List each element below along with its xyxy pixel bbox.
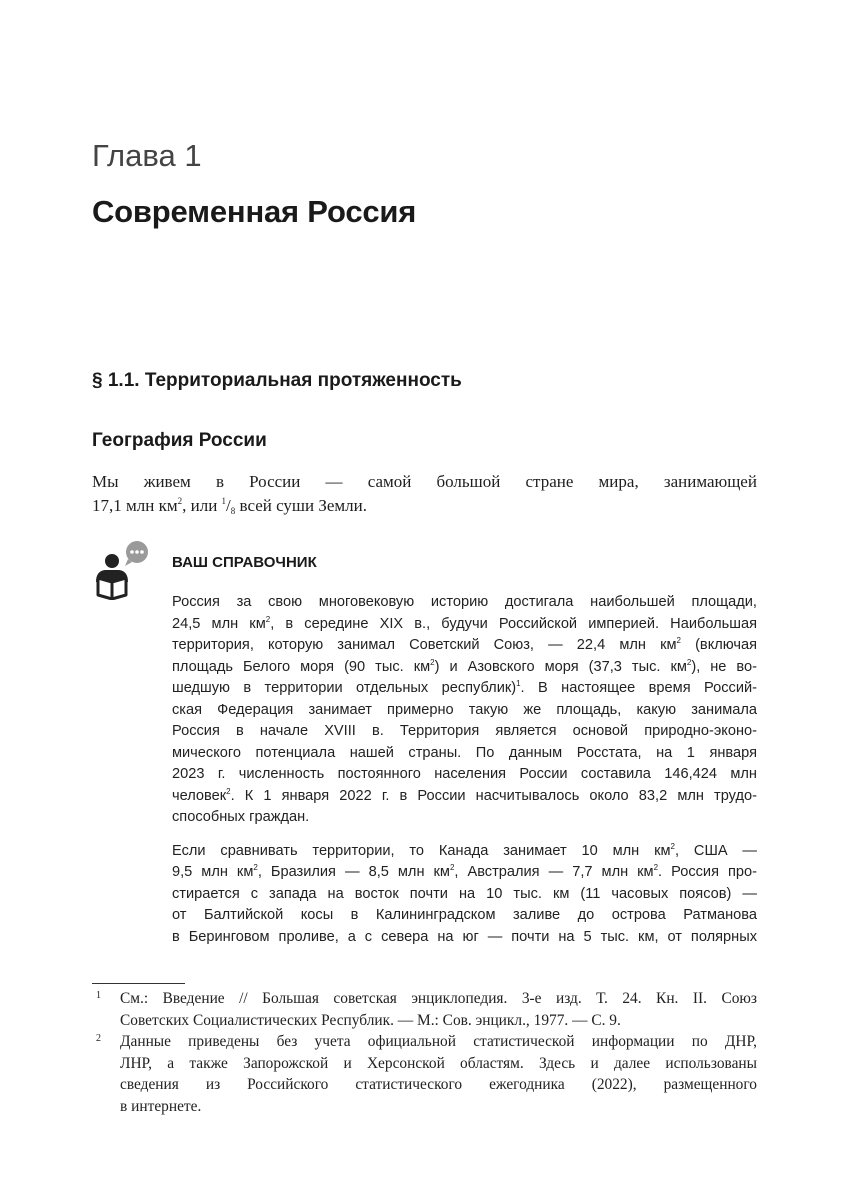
fraction-denominator: 8 [230,506,236,516]
footnote-line: Советских Социалистических Республик. — М.: Сов. энцикл., 1977. — С. 9. [120,1011,621,1029]
section-title: § 1.1. Территориальная протяженность [92,370,462,391]
text-fragment: , Австралия — 7,7 млн км [454,864,654,880]
text-line: от Балтийской косы в Калининградском заливе до острова Ратманова [172,907,757,923]
text-fragment: ) и Азовского моря (37,3 тыс. км [434,658,687,675]
text-line: ская Федерация занимает примерно такую же площадь, какую занимала [172,701,757,718]
intro-word: мира, [598,472,639,491]
text-line [172,678,757,700]
text-line: стирается с запада на восток почти на 10 тыс. км (11 часовых поясов) — [172,885,757,902]
superscript: 2 [430,657,435,667]
footnote [92,1031,757,1117]
superscript: 2 [676,636,681,645]
footnote-ref: 1 [516,679,521,688]
intro-text: 17,1 млн км [92,496,178,515]
intro-word: стране [525,472,574,491]
text-fragment: 24,5 млн км [172,615,266,632]
intro-word: — [325,472,343,491]
footnote-line: сведения из Российского статистического ежегодника (2022), размещенного [120,1076,757,1093]
text-fragment: (включая [680,637,758,653]
footnote-line: Данные приведены без учета официальной статистической информации по ДНР, [120,1033,757,1050]
text-line [172,841,757,863]
superscript: 2 [449,863,455,872]
text-fragment: . Россия про- [658,864,757,880]
text-line: в Беринговом проливе, а с севера на юг — почти на 5 тыс. км, от полярных [172,928,757,945]
footnote-line: ЛНР, а также Запорожской и Херсонской областям. Здесь и далее использованы [120,1054,757,1072]
intro-line-2 [92,494,367,518]
text-fragment: Если сравнивать территории, то Канада занимает 10 млн км [172,842,671,859]
intro-word: самой [367,472,412,491]
superscript: 2 [653,863,659,872]
text-fragment: . К 1 января 2022 г. в России насчитывалось около 83,2 млн трудо- [230,787,757,804]
text-line: Россия в начале XVIII в. Территория является основой природно-эконо- [172,723,757,739]
superscript: 2 [265,614,271,624]
footnote-number: 2 [96,1033,101,1044]
text-fragment: , в середине XIX в., будучи Российской империей. Наибольшая [270,615,757,632]
footnote-line: См.: Введение // Большая советская энциклопедия. 3-е изд. Т. 24. Кн. II. Союз [120,990,757,1007]
intro-word: большой [436,472,501,491]
text-line [172,786,757,808]
intro-word: Мы [92,472,119,491]
text-fragment: , Бразилия — 8,5 млн км [257,864,450,880]
intro-word: занимающей [663,472,757,491]
reader-with-speech-bubble-icon [92,538,152,600]
text-fragment: площадь Белого моря (90 тыс. км [172,658,431,675]
intro-word: живем [143,472,191,491]
superscript: 2 [686,657,692,667]
chapter-title: Современная Россия [92,194,417,229]
fraction-slash: / [226,496,231,515]
footnote-line: в интернете. [120,1097,202,1115]
superscript: 2 [670,841,675,851]
superscript: 2 [253,863,258,872]
text-fragment: ), не во- [691,658,757,675]
text-fragment: территория, которую занимал Советский Союз, — 22,4 млн км [172,637,677,653]
text-fragment: . В настоящее время Россий- [520,680,757,696]
text-line [172,862,757,884]
text-line: 2023 г. численность постоянного населения России составила 146,424 млн [172,766,757,782]
text-fragment: шедшую в территории отдельных республик) [172,680,517,696]
text-line: способных граждан. [172,809,310,825]
info-box-text [172,592,757,948]
text-fragment: , США — [674,842,758,859]
footnote-divider [92,983,185,984]
intro-text: всей суши Земли. [235,496,368,515]
footnote-ref: 2 [226,786,231,796]
text-line [172,635,757,657]
intro-text: , или [182,496,222,515]
subsection-title: География России [92,430,267,451]
intro-line-1 [92,470,757,494]
intro-word: в [215,472,224,491]
info-box-heading: ВАШ СПРАВОЧНИК [172,554,317,571]
fraction-numerator: 1 [221,496,227,506]
footnotes [92,988,757,1117]
footnote [92,988,757,1031]
superscript: 2 [177,496,183,506]
footnote-number: 1 [96,990,101,1001]
text-fragment: 9,5 млн км [172,864,254,880]
text-line [172,614,757,636]
text-line: Россия за свою многовековую историю достигала наибольшей площади, [172,594,757,610]
intro-word: России [249,472,301,491]
text-line [172,657,757,679]
text-line: мического потенциала нашей страны. По данным Росстата, на 1 января [172,744,757,761]
chapter-label: Глава 1 [92,138,202,173]
text-fragment: человек [172,787,227,804]
